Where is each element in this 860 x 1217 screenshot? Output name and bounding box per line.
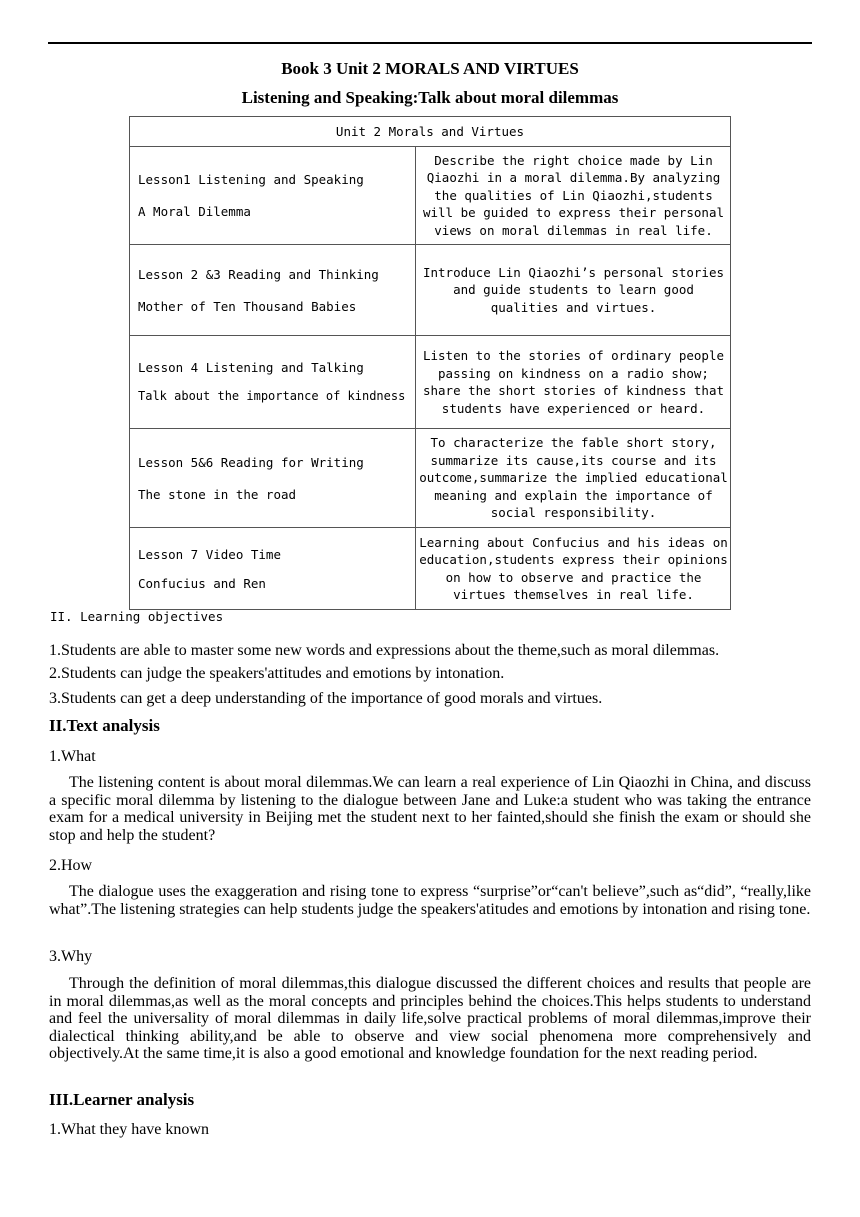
learner-item: 1.What they have known xyxy=(49,1121,209,1138)
lesson-topic: A Moral Dilemma xyxy=(138,204,251,219)
how-paragraph: The dialogue uses the exaggeration and rising tone to express “surprise”or“can't believe”,such as“did”, “really,like what”.The listening strategies can help students judge the speakers'atitudes and emotions by intonation and rising tone. xyxy=(49,883,811,918)
lesson-description: Learning about Confucius and his ideas on education,students express their opinions on how to observe and practice the virtues themselves in real life. xyxy=(416,528,731,610)
why-label: 3.Why xyxy=(49,948,93,965)
table-row xyxy=(130,528,731,610)
table-row xyxy=(130,336,731,429)
text-analysis-heading: II.Text analysis xyxy=(49,716,160,735)
table-header: Unit 2 Morals and Virtues xyxy=(130,117,731,147)
lesson-title: Lesson 5&6 Reading for Writing xyxy=(138,454,364,470)
lesson-description: To characterize the fable short story, summarize its cause,its course and its outcome,summarize the implied educational meaning and explain the importance of social responsibility. xyxy=(416,429,731,528)
table-row xyxy=(130,245,731,336)
lesson-title: Lesson 7 Video Time xyxy=(138,546,281,562)
unit-overview-table xyxy=(129,116,731,610)
lesson-topic: Talk about the importance of kindness xyxy=(138,389,406,403)
document-subtitle: Listening and Speaking:Talk about moral dilemmas xyxy=(241,88,619,107)
lesson-description: Listen to the stories of ordinary people passing on kindness on a radio show; share the short stories of kindness that students have experienced or heard. xyxy=(416,336,731,429)
lesson-title: Lesson 4 Listening and Talking xyxy=(138,360,364,375)
document-title: Book 3 Unit 2 MORALS AND VIRTUES xyxy=(281,59,579,78)
table-row xyxy=(130,429,731,528)
what-label: 1.What xyxy=(49,748,96,765)
why-paragraph: Through the definition of moral dilemmas,this dialogue discussed the different choices and results that people are in moral dilemmas,as well as the moral concepts and principles behind the choices.This helps students to understand and feel the universality of moral dilemmas in daily life,solve practical problems of moral dilemmas,improve their dialectical thinking ability,and be able to observe and view social phenomena more comprehensively and objectively.At the same time,it is also a good emotional and knowledge foundation for the next reading period. xyxy=(49,975,811,1062)
lesson-title: Lesson1 Listening and Speaking xyxy=(138,172,364,187)
objective-item: 3.Students can get a deep understanding of the importance of good morals and virtues. xyxy=(49,690,603,707)
table-header-row xyxy=(130,117,731,147)
learner-analysis-heading: III.Learner analysis xyxy=(49,1090,195,1109)
header-rule xyxy=(48,42,812,44)
lesson-topic: Confucius and Ren xyxy=(138,575,266,591)
table-row xyxy=(130,147,731,245)
objectives-heading: II. Learning objectives xyxy=(50,609,224,624)
objective-item: 2.Students can judge the speakers'attitudes and emotions by intonation. xyxy=(49,665,505,682)
objective-item: 1.Students are able to master some new words and expressions about the theme,such as moral dilemmas. xyxy=(49,642,720,659)
lesson-topic: Mother of Ten Thousand Babies xyxy=(138,298,357,314)
how-label: 2.How xyxy=(49,857,93,874)
what-paragraph: The listening content is about moral dilemmas.We can learn a real experience of Lin Qiaozhi in China, and discuss a specific moral dilemma by listening to the dialogue between Jane and Luke:a student who was taking the entrance exam for a medical university in Beijing met the student next to her fainted,should she finish the exam or should she stop and help the student? xyxy=(49,774,811,844)
lesson-description: Describe the right choice made by Lin Qiaozhi in a moral dilemma.By analyzing the qualities of Lin Qiaozhi,students will be guided to express their personal views on moral dilemmas in real life. xyxy=(416,147,731,245)
lesson-title: Lesson 2 &3 Reading and Thinking xyxy=(138,266,379,282)
lesson-topic: The stone in the road xyxy=(138,486,297,502)
lesson-description: Introduce Lin Qiaozhi’s personal stories and guide students to learn good qualities and virtues. xyxy=(416,245,731,336)
